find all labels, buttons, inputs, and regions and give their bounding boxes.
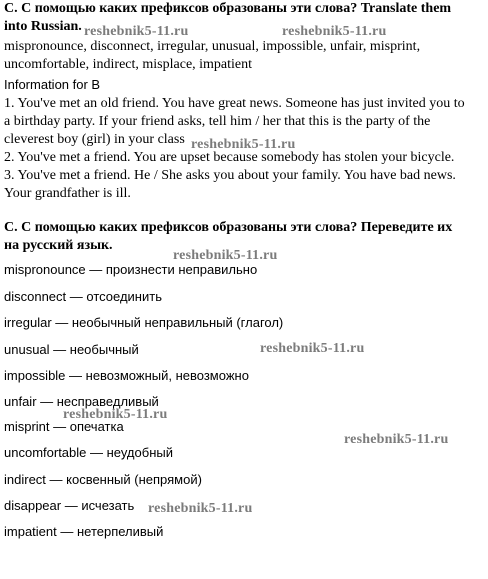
heading-line-2: into Russian.: [4, 19, 82, 34]
info-label: Information for B: [4, 77, 101, 92]
translation-item: impossible — невозможный, невозможно: [4, 368, 249, 383]
watermark: reshebnik5-11.ru: [63, 407, 168, 422]
word-list-line-1: mispronounce, disconnect, irregular, unusual, impossible, unfair, misprint,: [4, 39, 421, 54]
translation-item: indirect — косвенный (непрямой): [4, 472, 202, 487]
situation-line: 1. You've met an old friend. You have great news. Someone has just invited you to: [4, 96, 465, 111]
situation-line: a birthday party. If your friend asks, tell him / her that this is the party of the: [4, 114, 431, 129]
word-list-line-2: uncomfortable, indirect, misplace, impatient: [4, 57, 253, 72]
watermark: reshebnik5-11.ru: [84, 24, 189, 39]
heading-line-1: C. С помощью каких префиксов образованы эти слова? Translate them: [4, 1, 452, 16]
translation-item: unusual — необычный: [4, 342, 139, 357]
watermark: reshebnik5-11.ru: [260, 341, 365, 356]
situation-line: 3. You've met a friend. He / She asks you about your family. You have bad news.: [4, 168, 456, 183]
translation-item: uncomfortable — неудобный: [4, 445, 173, 460]
translation-item: mispronounce — произнести неправильно: [4, 262, 258, 277]
situation-line: Your grandfather is ill.: [4, 186, 131, 201]
watermark: reshebnik5-11.ru: [191, 137, 296, 152]
translation-item: disappear — исчезать: [4, 498, 135, 513]
situation-line: cleverest boy (girl) in your class: [4, 132, 185, 147]
translation-item: disconnect — отсоединить: [4, 289, 162, 304]
watermark: reshebnik5-11.ru: [148, 501, 253, 516]
translation-item: misprint — опечатка: [4, 419, 124, 434]
watermark: reshebnik5-11.ru: [344, 432, 449, 447]
heading-ru-line-2: на русский язык.: [4, 238, 113, 253]
situation-line: 2. You've met a friend. You are upset because somebody has stolen your bicycle.: [4, 150, 455, 165]
word-list: [4, 38, 420, 74]
watermark: reshebnik5-11.ru: [173, 248, 278, 263]
translation-item: impatient — нетерпеливый: [4, 524, 164, 539]
translation-item: unfair — несправедливый: [4, 394, 159, 409]
watermark: reshebnik5-11.ru: [282, 24, 387, 39]
translation-item: irregular — необычный неправильный (глагол): [4, 315, 284, 330]
heading-ru-line-1: C. С помощью каких префиксов образованы эти слова? Переведите их: [4, 220, 453, 235]
